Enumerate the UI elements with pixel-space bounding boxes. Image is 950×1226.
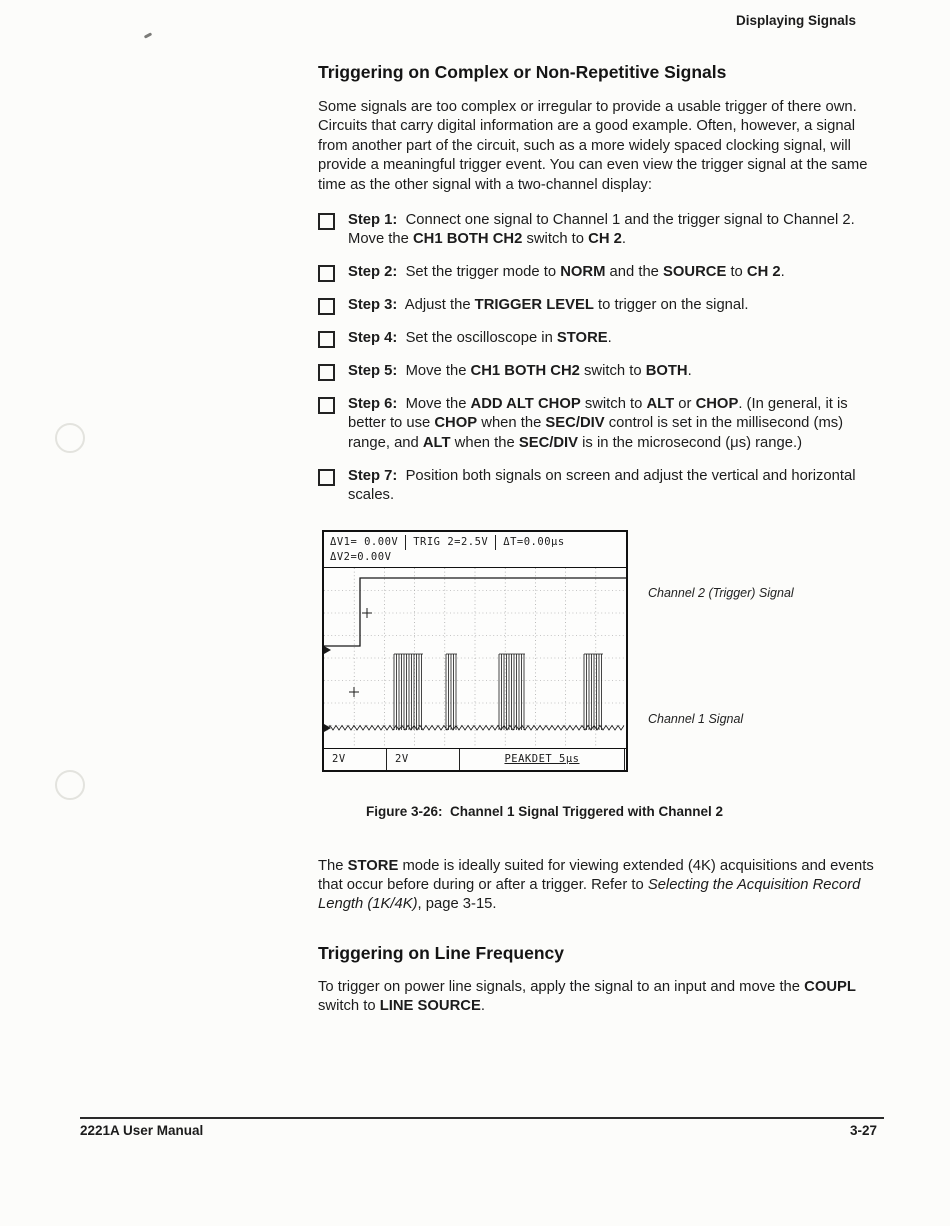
readout-delta-v1: ΔV1= 0.00V: [330, 536, 399, 548]
step-text: [348, 211, 874, 250]
text-segment: .: [687, 363, 692, 380]
step-item: [318, 395, 874, 453]
text-segment: STORE: [347, 857, 399, 874]
intro-paragraph: Some signals are too complex or irregular to provide a usable trigger of there own. Circuits that carry digital information are a good example. Often, however, a signal from another part of the circuit, such as a more widely spaced clocking signal, will provide a meaningful trigger event. You can even view the trigger signal at the same time as the other signal with a two-channel display:: [318, 99, 868, 193]
text-segment: Step 2:: [348, 264, 398, 281]
text-segment: when the: [450, 434, 519, 451]
main-content: [318, 62, 878, 1017]
step-item: [318, 263, 874, 282]
text-segment: switch to: [522, 231, 589, 248]
footer-manual-title: 2221A User Manual: [80, 1123, 204, 1138]
text-segment: .: [607, 330, 612, 347]
text-segment: .: [480, 998, 485, 1015]
step-text: [348, 362, 692, 381]
step-checkbox: [318, 331, 335, 348]
readout-divider: [405, 535, 406, 550]
section-title-complex-signals: Triggering on Complex or Non-Repetitive Signals: [318, 62, 727, 82]
acquisition-mode-readout: PEAKDET 5μs: [459, 749, 625, 770]
text-segment: , page 3-15.: [417, 896, 497, 913]
figure-3-26: [322, 530, 794, 772]
step-text: [348, 296, 749, 315]
figure-caption: Figure 3-26: Channel 1 Signal Triggered with Channel 2: [366, 803, 724, 819]
text-segment: .: [621, 231, 626, 248]
text-segment: Connect one signal to Channel 1 and the trigger signal to Channel 2. Move the: [348, 212, 859, 248]
text-segment: CHOP: [695, 395, 739, 412]
text-segment: TRIGGER LEVEL: [474, 297, 594, 314]
step-checkbox: [318, 469, 335, 486]
text-segment: Move the: [397, 395, 471, 412]
text-segment: switch to: [580, 395, 647, 412]
text-segment: SOURCE: [663, 264, 727, 281]
oscilloscope-display: [322, 530, 628, 772]
readout-divider: [495, 535, 496, 550]
text-segment: ADD ALT CHOP: [470, 395, 581, 412]
step-text: [348, 467, 874, 506]
readout-row-2: [324, 550, 626, 565]
text-segment: CH1 BOTH CH2: [412, 231, 523, 248]
step-text: [348, 395, 874, 453]
text-segment: or: [674, 395, 696, 412]
text-segment: Position both signals on screen and adjust the vertical and horizontal scales.: [348, 467, 860, 504]
text-segment: Set the trigger mode to: [397, 264, 561, 281]
annotation-channel2: Channel 2 (Trigger) Signal: [648, 585, 794, 600]
scan-artifact-circle: [55, 770, 85, 800]
text-segment: is in the microsecond (μs) range.): [578, 434, 803, 451]
step-text: [348, 329, 612, 348]
step-checkbox: [318, 265, 335, 282]
text-segment: Step 7:: [348, 467, 398, 484]
text-segment: SEC/DIV: [545, 415, 605, 432]
step-checkbox: [318, 213, 335, 230]
scope-readout-bottom: [324, 748, 626, 770]
text-segment: ALT: [646, 395, 675, 412]
text-segment: Step 3:: [348, 297, 398, 314]
text-segment: Set the oscilloscope in: [397, 330, 557, 347]
text-segment: control is set in the millisecond (ms) range, and: [348, 415, 848, 451]
text-segment: CH 2: [588, 231, 622, 248]
readout-trigger-level: TRIG 2=2.5V: [413, 536, 489, 548]
ground-marker-ch2: [324, 646, 331, 654]
scope-readout-top: [324, 532, 626, 568]
step-item: [318, 329, 874, 348]
text-segment: when the: [477, 415, 546, 432]
store-mode-paragraph: [318, 857, 878, 915]
text-segment: LINE SOURCE: [379, 998, 481, 1015]
text-segment: to: [726, 264, 747, 281]
text-segment: BOTH: [645, 363, 688, 380]
text-segment: and the: [605, 264, 664, 281]
text-segment: STORE: [556, 330, 608, 347]
steps-list: [318, 211, 874, 505]
text-segment: CH1 BOTH CH2: [470, 363, 580, 380]
text-segment: to trigger on the signal.: [593, 297, 749, 314]
text-segment: Step 1:: [348, 212, 398, 229]
scan-artifact-circle: [55, 423, 85, 453]
step-checkbox: [318, 397, 335, 414]
footer-page-number: 3-27: [849, 1123, 877, 1138]
scope-screen: [324, 568, 626, 748]
text-segment: SEC/DIV: [518, 434, 579, 451]
text-segment: COUPL: [804, 978, 856, 995]
running-header: Displaying Signals: [735, 13, 856, 28]
footer-rule: [80, 1117, 884, 1119]
text-segment: Step 4:: [348, 330, 398, 347]
text-segment: mode is ideally suited for viewing extended (4K) acquisitions and events that occur before during or after a trigger. Refer to: [318, 857, 878, 893]
text-segment: ALT: [422, 434, 451, 451]
step-item: [318, 362, 874, 381]
text-segment: NORM: [560, 264, 606, 281]
ch1-volts-div: 2V: [332, 753, 346, 765]
scan-speck: [144, 32, 152, 38]
text-segment: switch to: [318, 978, 861, 1015]
step-checkbox: [318, 298, 335, 315]
readout-delta-v2: ΔV2=0.00V: [330, 551, 392, 563]
readout-delta-t: ΔT=0.00μs: [503, 536, 565, 548]
text-segment: The: [318, 857, 348, 874]
section-title-line-frequency: Triggering on Line Frequency: [318, 942, 564, 963]
scope-graticule: [324, 568, 626, 748]
text-segment: switch to: [579, 363, 646, 380]
ch1-trace: [324, 654, 624, 730]
step-item: [318, 467, 874, 506]
text-segment: .: [780, 264, 785, 281]
text-segment: Selecting the Acquisition Record Length (1K/4K): [318, 876, 865, 913]
text-segment: Adjust the: [397, 297, 475, 314]
text-segment: Step 6:: [348, 395, 398, 412]
annotation-channel1: Channel 1 Signal: [648, 711, 744, 726]
step-checkbox: [318, 364, 335, 381]
step-text: [348, 263, 785, 282]
ch2-volts-div: 2V: [386, 749, 459, 770]
text-segment: CHOP: [434, 415, 478, 432]
readout-row-1: [324, 535, 626, 550]
line-frequency-paragraph: [318, 978, 874, 1017]
text-segment: Step 5:: [348, 363, 398, 380]
text-segment: CH 2: [746, 264, 781, 281]
text-segment: . (In general, it is better to use: [348, 395, 852, 432]
step-item: [318, 296, 874, 315]
text-segment: To trigger on power line signals, apply the signal to an input and move the: [318, 978, 805, 995]
step-item: [318, 211, 874, 250]
text-segment: Move the: [397, 363, 471, 380]
